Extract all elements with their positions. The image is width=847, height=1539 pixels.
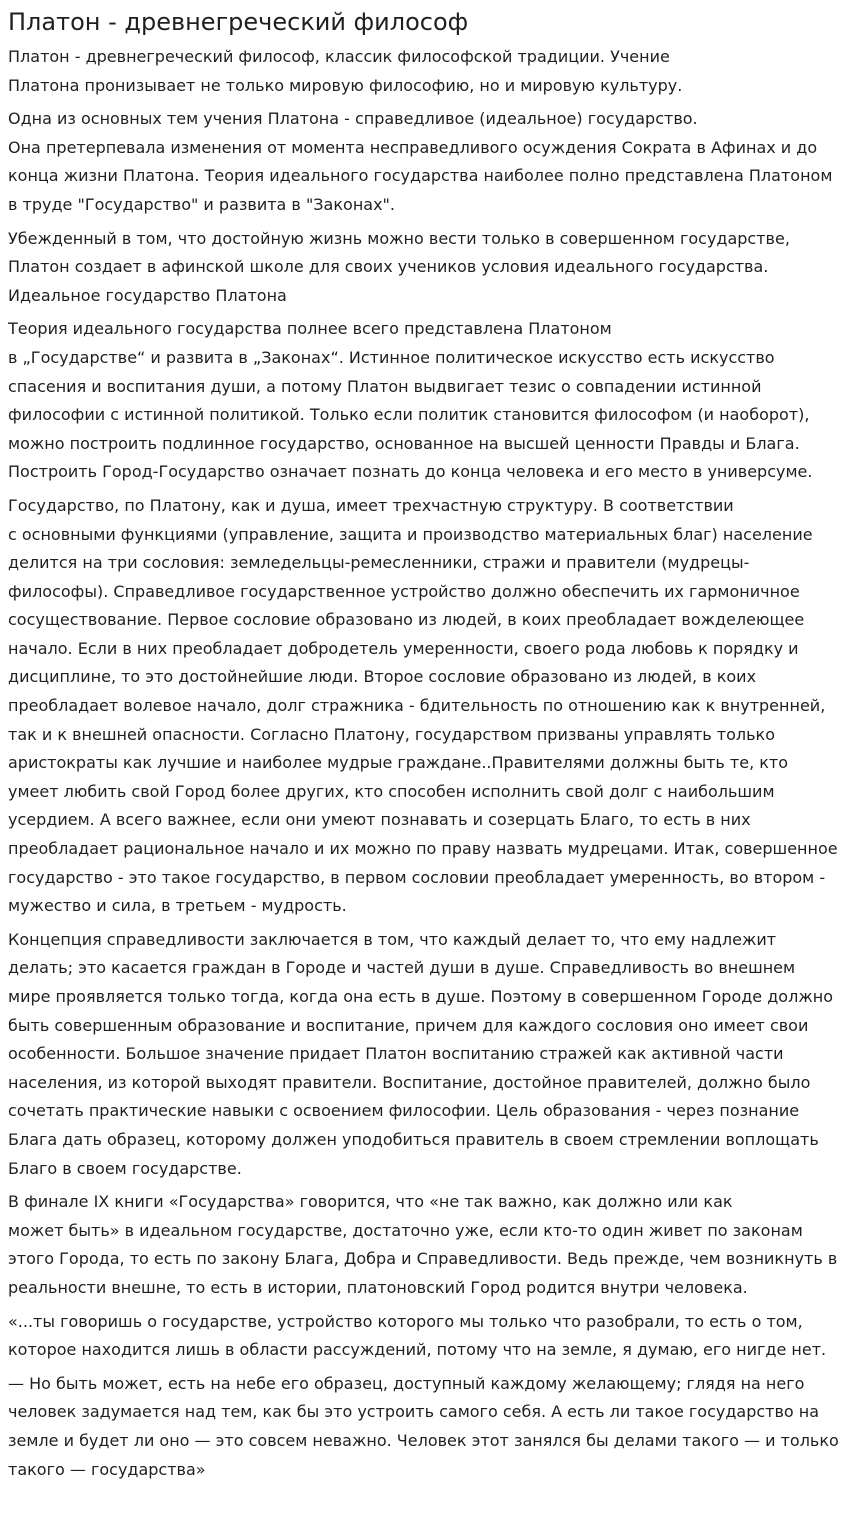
paragraph-three-estates: Государство, по Платону, как и душа, имеет трехчастную структуру. В соответствии с основными функциями (управление, защита и производство материальных благ) население делится на три сословия: земледельцы-ремесленники, стражи и правители (мудрецы- философы). Справедливое государственное устройство должно обеспечить их гармоничное сосуществование. Первое сословие образовано из людей, в коих преобладает вожделеющее начало. Если в них преобладает добродетель умеренности, своего рода любовь к порядку и дисциплине, то это достойнейшие люди. Второе сословие образовано из людей, в коих преобладает волевое начало, долг стражника - бдительность по отношению как к внутренней, так и к внешней опасности. Согласно Платону, государством призваны управлять только аристократы как лучшие и наиболее мудрые граждане..Правителями должны быть те, кто умеет любить свой Город более других, кто способен исполнить свой долг с наибольшим усердием. А всего важнее, если они умеют познавать и созерцать Благо, то есть в них преобладает рациональное начало и их можно по праву назвать мудрецами. Итак, совершенное государство - это такое государство, в первом сословии преобладает умеренность, во втором - мужество и сила, в третьем - мудрость.: [8, 495, 838, 916]
paragraph-theory: Теория идеального государства полнее всего представлена Платоном в „Государстве“ и развита в „Законах“. Истинное политическое искусство есть искусство спасения и воспитания души, а потому Платон выдвигает тезис о совпадении истинной философии с истинной политикой. Только если политик становится философом (и наоборот), можно построить подлинное государство, основанное на высшей ценности Правды и Блага. Построить Город-Государство означает познать до конца человека и его место в универсуме.: [8, 319, 813, 482]
paragraph-book-ix: В финале IX книги «Государства» говорится, что «не так важно, как должно или как может быть» в идеальном государстве, достаточно уже, если кто-то один живет по законам этого Города, то есть по закону Блага, Добра и Справедливости. Ведь прежде, чем возникнуть в реальности внешне, то есть в истории, платоновский Город родится внутри человека.: [8, 1192, 838, 1297]
paragraph-ideal-state-theme: Одна из основных тем учения Платона - справедливое (идеальное) государство. Она претерпевала изменения от момента несправедливого осуждения Сократа в Афинах и до конца жизни Платона. Теория идеального государства наиболее полно представлена Платоном в труде "Государство" и развита в "Законах".: [8, 109, 833, 214]
paragraph-athenian-school: Убежденный в том, что достойную жизнь можно вести только в совершенном государстве, Платон создает в афинской школе для своих учеников условия идеального государства. Идеальное государство Платона: [8, 228, 790, 305]
paragraph-quote-start: «...ты говоришь о государстве, устройство которого мы только что разобрали, то есть о том, которое находится лишь в области рассуждений, потому что на земле, я думаю, его нигде нет.: [8, 1311, 827, 1360]
paragraph-intro: Платон - древнегреческий философ, классик философской традиции. Учение Платона пронизывает не только мировую философию, но и мировую культуру.: [8, 47, 683, 95]
page-title: Платон - древнегреческий философ: [8, 8, 469, 36]
paragraph-quote-end: — Но быть может, есть на небе его образец, доступный каждому желающему; глядя на него человек задумается над тем, как бы это устроить самого себя. А есть ли такое государство на земле и будет ли оно — это совсем неважно. Человек этот занялся бы делами такого — и только такого — государства»: [8, 1373, 839, 1479]
article-body: [8, 43, 839, 1484]
paragraph-justice: Концепция справедливости заключается в том, что каждый делает то, что ему надлежит делать; это касается граждан в Городе и частей души в душе. Справедливость во внешнем мире проявляется только тогда, когда она есть в душе. Поэтому в совершенном Городе должно быть совершенным образование и воспитание, причем для каждого сословия оно имеет свои особенности. Большое значение придает Платон воспитанию стражей как активной части населения, из которой выходят правители. Воспитание, достойное правителей, должно было сочетать практические навыки с освоением философии. Цель образования - через познание Блага дать образец, которому должен уподобиться правитель в своем стремлении воплощать Благо в своем государстве.: [8, 929, 833, 1178]
